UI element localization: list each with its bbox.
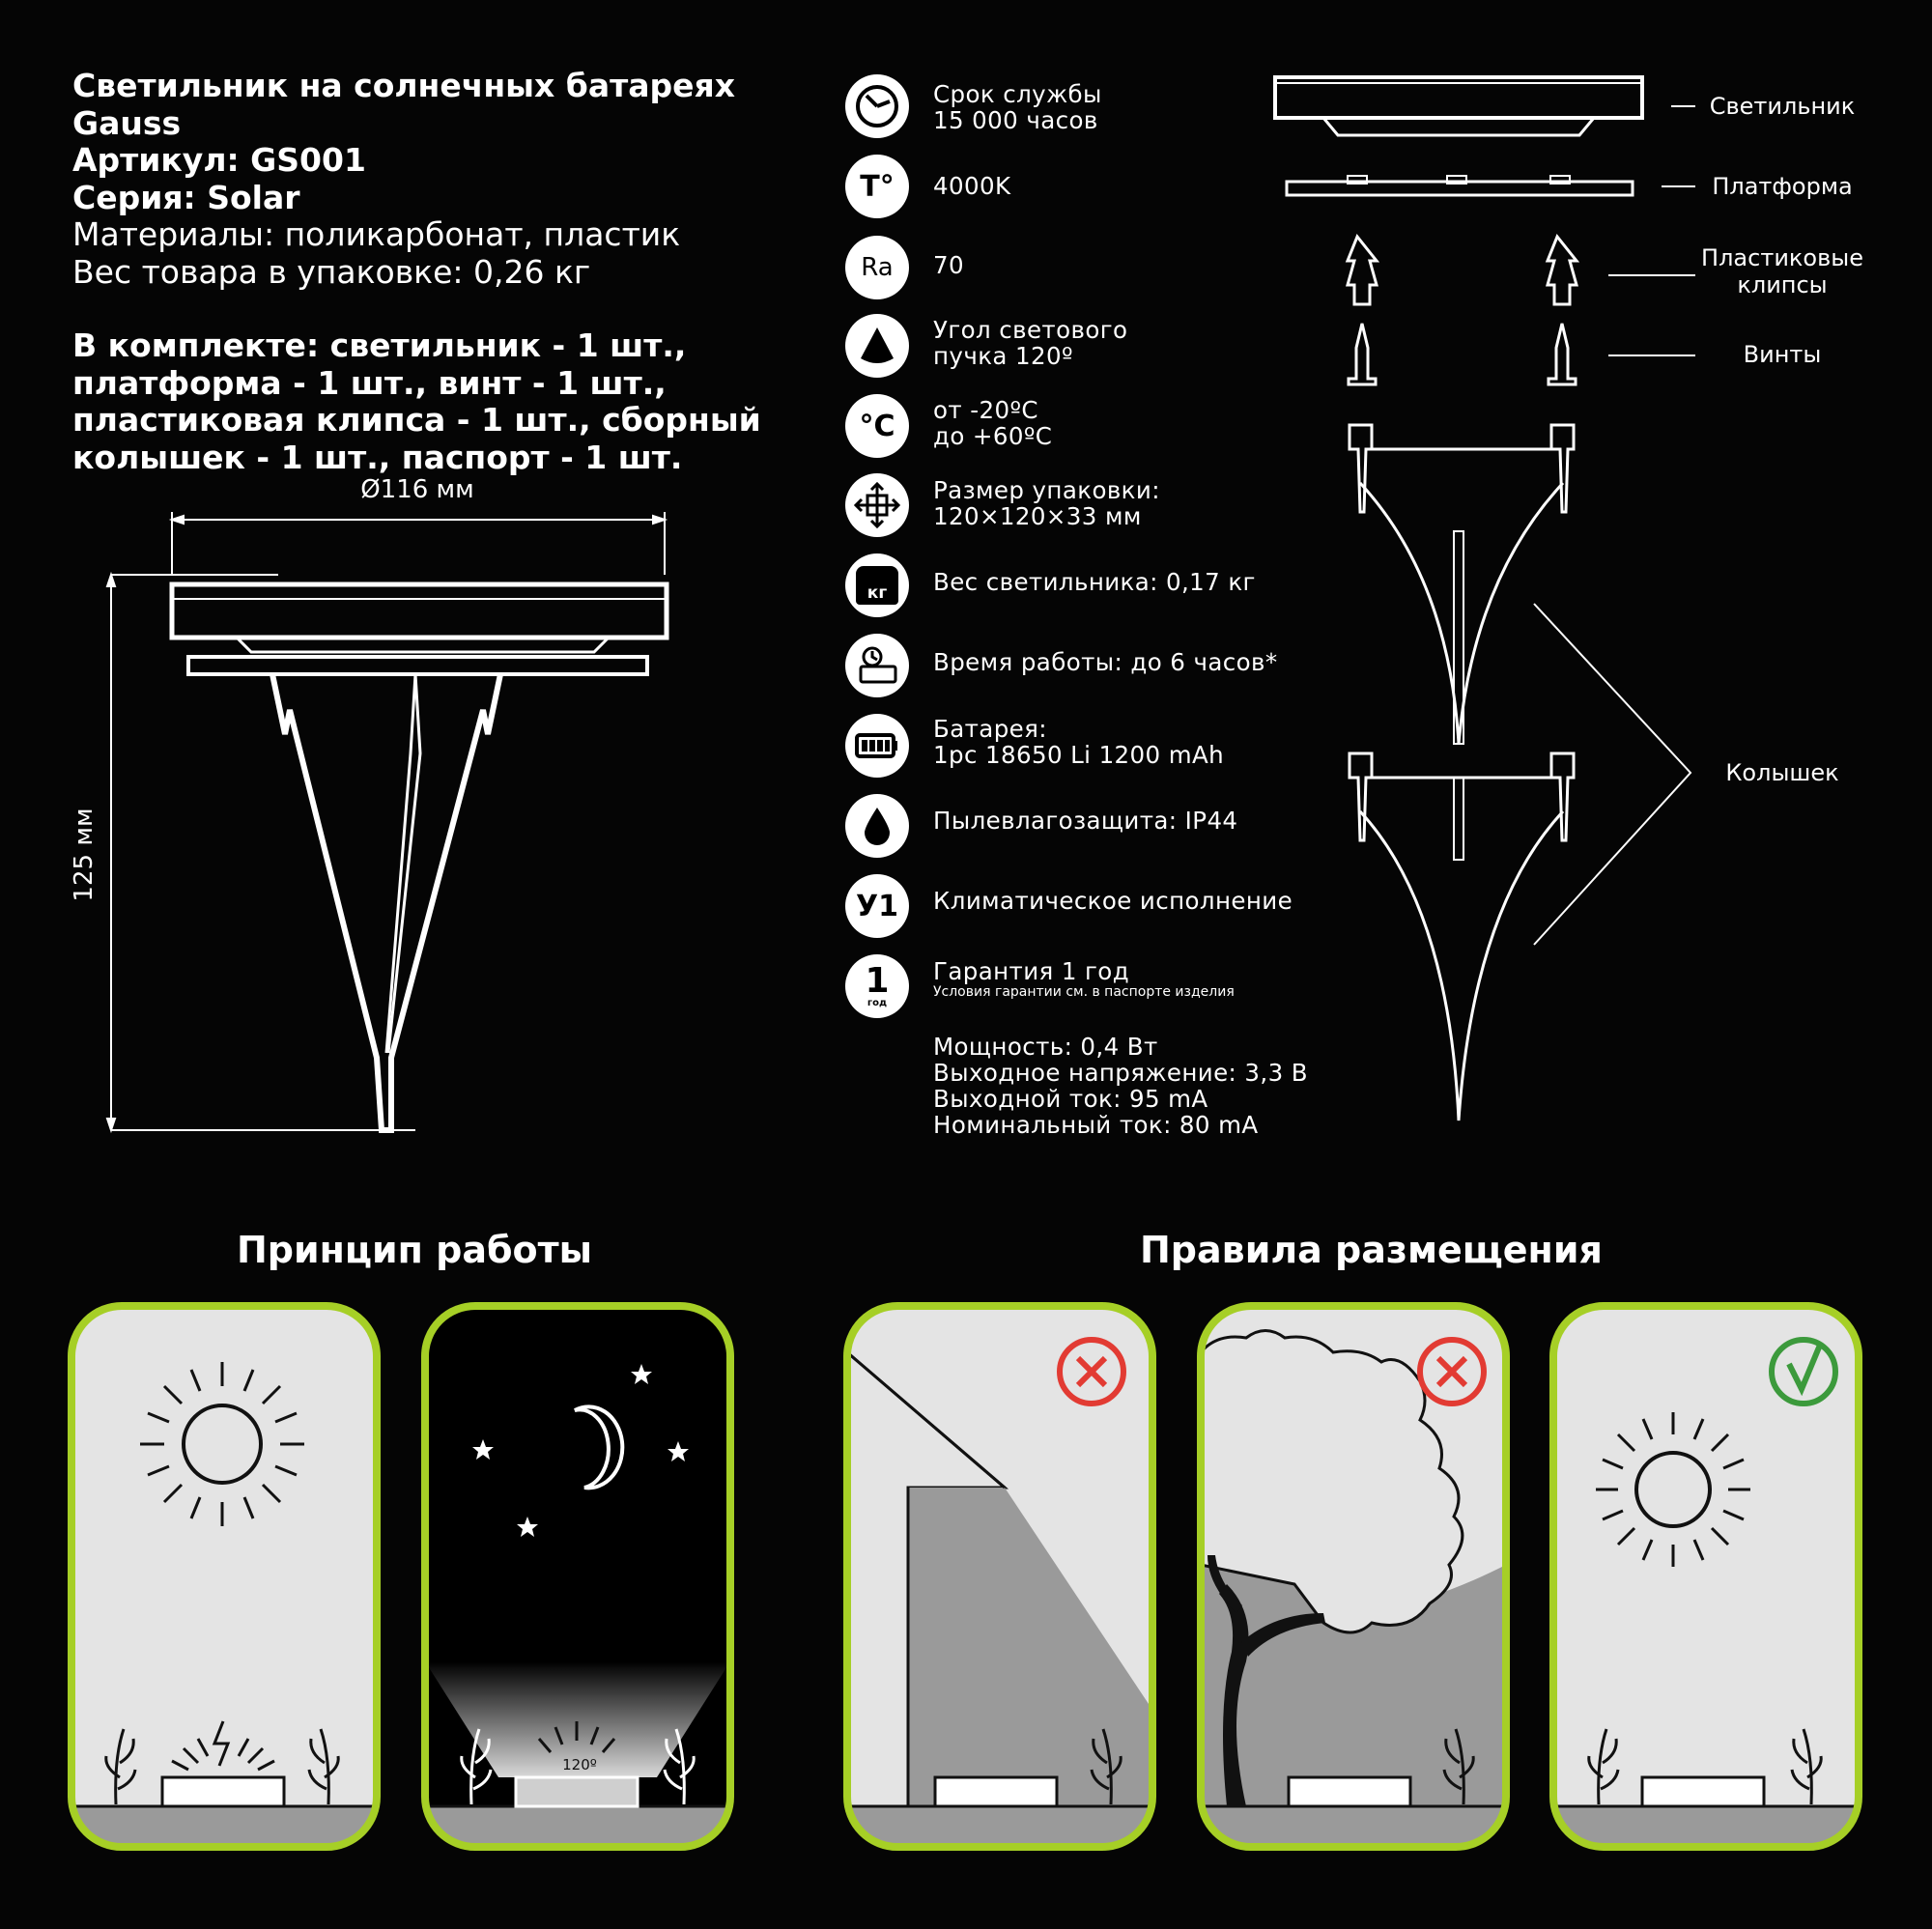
spec-work-time: [933, 649, 1278, 675]
clip-part: [1348, 237, 1377, 304]
weight-glyph: кг: [856, 566, 898, 605]
clip-part: [1548, 237, 1577, 304]
product-article: Артикул: GS001: [72, 141, 366, 179]
section-title-placement: Правила размещения: [1140, 1229, 1603, 1271]
screw-part: [1349, 324, 1376, 384]
spec-beam-angle: [933, 317, 1127, 369]
beam-angle-icon: [845, 314, 909, 378]
spec-line: Размер упаковки:: [933, 476, 1160, 504]
spec-package-size: [933, 477, 1160, 529]
spec-lifetime: [933, 81, 1102, 133]
lamp-side-view: [172, 584, 667, 1130]
warranty-unit: год: [867, 998, 888, 1008]
kit-line: В комплекте: светильник - 1 шт.,: [72, 326, 687, 364]
kit-line: пластиковая клипса - 1 шт., сборный: [72, 401, 761, 439]
part-label-lamp: Светильник: [1709, 93, 1856, 120]
spec-line: Время работы: до 6 часов*: [933, 648, 1278, 676]
beam-angle-label: 120º: [562, 1756, 597, 1773]
kit-line: платформа - 1 шт., винт - 1 шт.,: [72, 363, 667, 402]
height-label: 125 мм: [70, 808, 99, 902]
solar-lamp: [935, 1777, 1057, 1806]
temperature-icon: T°: [845, 155, 909, 218]
spec-line: пучка 120º: [933, 342, 1073, 370]
electrical-line: Мощность: 0,4 Вт: [933, 1033, 1158, 1061]
weight-icon: [845, 553, 909, 617]
product-title: Светильник на солнечных батареях Gauss: [72, 67, 735, 142]
electrical-line: Выходной ток: 95 mA: [933, 1085, 1208, 1113]
panels-illustration: [0, 1294, 1932, 1874]
spec-line: Климатическое исполнение: [933, 887, 1293, 915]
part-label-stake: Колышек: [1725, 759, 1839, 786]
spec-line: 15 000 часов: [933, 106, 1098, 134]
stake-part: [1360, 483, 1563, 744]
panel-tree-shadow: [1201, 1306, 1506, 1855]
spec-line: от -20ºC: [933, 396, 1038, 424]
part-label-line: Пластиковые: [1701, 244, 1863, 271]
spec-line: 120×120×33 мм: [933, 502, 1142, 530]
part-label-platform: Платформа: [1712, 173, 1853, 200]
exploded-parts-view: [1256, 58, 1913, 1140]
spec-color-temp: [933, 173, 1010, 199]
spec-line: до +60ºC: [933, 422, 1053, 450]
part-label-screws: Винты: [1743, 341, 1822, 368]
spec-line: Угол светового: [933, 316, 1128, 344]
product-weight: Вес товара в упаковке: 0,26 кг: [72, 252, 591, 291]
electrical-line: Номинальный ток: 80 mA: [933, 1111, 1259, 1139]
spec-line: Вес светильника: 0,17 кг: [933, 568, 1256, 596]
ra-icon: Ra: [845, 236, 909, 299]
spec-cri: [933, 252, 964, 278]
spec-ip-rating: [933, 808, 1237, 834]
warranty-icon: [845, 954, 909, 1018]
solar-lamp: [516, 1777, 638, 1806]
product-materials: Материалы: поликарбонат, пластик: [72, 215, 681, 253]
spec-battery: [933, 716, 1224, 768]
solar-lamp: [1289, 1777, 1410, 1806]
product-series: Серия: Solar: [72, 178, 300, 216]
spec-weight: [933, 569, 1256, 595]
screw-part: [1548, 324, 1576, 384]
dimension-drawing: [58, 464, 753, 1159]
kit-line: колышек - 1 шт., паспорт - 1 шт.: [72, 438, 683, 476]
spec-climate: [933, 888, 1293, 914]
spec-line: 4000K: [933, 172, 1011, 200]
solar-lamp: [1642, 1777, 1764, 1806]
panel-night: [425, 1306, 730, 1855]
product-info: [72, 68, 787, 476]
spec-warranty-note: Условия гарантии см. в паспорте изделия: [933, 984, 1235, 1000]
panel-sunny-correct: [1553, 1306, 1859, 1855]
electrical-line: Выходное напряжение: 3,3 В: [933, 1059, 1308, 1087]
spec-line: 1pc 18650 Li 1200 mAh: [933, 741, 1225, 769]
solar-lamp: [162, 1777, 284, 1806]
stake-part: [1360, 811, 1563, 1121]
spec-temperature-range: [933, 397, 1052, 449]
warranty-number: 1: [865, 961, 890, 1001]
spec-warranty: [933, 958, 1235, 1000]
panel-building-shadow: [847, 1306, 1152, 1855]
panel-day: [71, 1306, 377, 1855]
spec-line: Пылевлагозащита: IP44: [933, 807, 1238, 835]
part-label-clips: [1676, 244, 1889, 298]
spec-line: Гарантия 1 год: [933, 957, 1130, 985]
celsius-icon: °C: [845, 394, 909, 458]
clock-icon: [845, 74, 909, 138]
package-size-icon: [845, 473, 909, 537]
section-title-principle: Принцип работы: [237, 1229, 593, 1271]
diameter-label: Ø116 мм: [360, 475, 474, 504]
water-drop-icon: [845, 794, 909, 858]
spec-line: Срок службы: [933, 80, 1102, 108]
battery-icon: [845, 714, 909, 778]
part-label-line: клипсы: [1737, 271, 1828, 298]
electrical-specs: [933, 1034, 1308, 1138]
work-time-icon: [845, 634, 909, 697]
climate-icon: У1: [845, 874, 909, 938]
spec-line: 70: [933, 251, 964, 279]
spec-line: Батарея:: [933, 715, 1047, 743]
